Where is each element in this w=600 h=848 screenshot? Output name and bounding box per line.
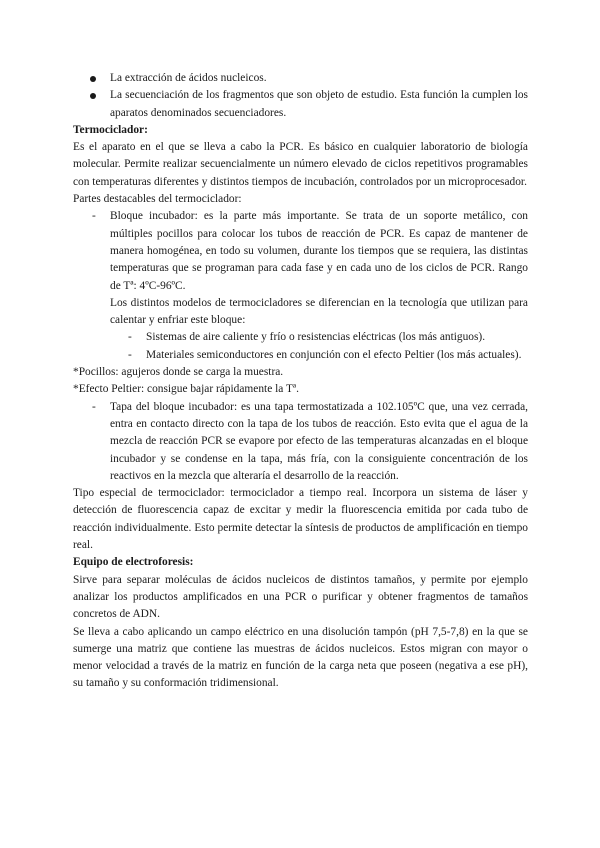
list-item bbox=[73, 87, 528, 122]
sublist-text: Materiales semiconductores en conjunción con el efecto Peltier (los más actuales). bbox=[146, 348, 522, 361]
electroforesis-p2: Se lleva a cabo aplicando un campo eléctrico en una disolución tampón (pH 7,5-7,8) en la que se sumerge una matriz que contiene las muestras de ácidos nucleicos. Estos migran con mayor o menor velocidad a través de la matriz en función de la carga neta que poseen (negativa a ese pH), su tamaño y su conformación tridimensional. bbox=[73, 625, 528, 690]
bullet-text: La extracción de ácidos nucleicos. bbox=[110, 72, 267, 84]
sublist-item bbox=[73, 329, 528, 346]
list-item bbox=[73, 70, 528, 87]
bullet-text: La secuenciación de los fragmentos que son objeto de estudio. Esta función la cumplen los aparatos denominados secuenciadores. bbox=[110, 89, 528, 119]
sublist-text: Sistemas de aire caliente y frío o resistencias eléctricas (los más antiguos). bbox=[146, 331, 486, 344]
electroforesis-p1: Sirve para separar moléculas de ácidos nucleicos de distintos tamaños, y permite por ejemplo analizar los productos amplificados en una PCR o purificar y obtener fragmentos de tamaños concretos de ADN. bbox=[73, 573, 528, 621]
parts-label: Partes destacables del termociclador: bbox=[73, 193, 242, 206]
sublist-item bbox=[73, 347, 528, 364]
page-content bbox=[73, 70, 528, 693]
tapa-text: Tapa del bloque incubador: es una tapa termostatizada a 102.105ºC que, una vez cerrada, entra en contacto directo con la tapa de los tubos de reacción. Esto evita que el agua de la mezcla de reacción PCR se evapore por efecto de las temperaturas alcanzadas en el bloque incubador y se condense en la tapa, más fría, con la consiguiente concentración de los reactivos en la mezcla que alteraría el desarrollo de la reacción. bbox=[110, 400, 528, 482]
dash-marker: - bbox=[92, 210, 96, 223]
section-heading-termociclador: Termociclador: bbox=[73, 123, 148, 136]
bloque-text: Bloque incubador: es la parte más importante. Se trata de un soporte metálico, con múltiples pocillos para colocar los tubos de reacción de PCR. Es capaz de mantener de manera homogénea, en todo su volumen, durante los tiempos que se requiera, las distintas temperaturas que se programan para cada fase y en cada uno de los ciclos de PCR. Rango de Tª: 4ºC-96ºC. bbox=[110, 210, 528, 292]
section-heading-electroforesis: Equipo de electroforesis: bbox=[73, 556, 194, 569]
dash-marker: - bbox=[128, 348, 132, 361]
dash-marker: - bbox=[92, 400, 96, 413]
tiempo-real-paragraph: Tipo especial de termociclador: termociclador a tiempo real. Incorpora un sistema de láser y detección de fluorescencia capaz de excitar y medir la fluorescencia emitida por cada tubo de reacción individualmente. Esto permite detectar la síntesis de productos de amplificación en tiempo real. bbox=[73, 487, 528, 552]
note-pocillos: *Pocillos: agujeros donde se carga la muestra. bbox=[73, 366, 284, 379]
modelos-paragraph: Los distintos modelos de termocicladores se diferencian en la tecnología que utilizan para calentar y enfriar este bloque: bbox=[110, 296, 528, 327]
list-item-tapa bbox=[73, 399, 528, 485]
bullet-icon bbox=[90, 93, 96, 99]
note-peltier: *Efecto Peltier: consigue bajar rápidamente la Tª. bbox=[73, 383, 299, 396]
dash-marker: - bbox=[128, 331, 132, 344]
bullet-icon bbox=[90, 76, 96, 82]
list-item-bloque bbox=[73, 208, 528, 294]
termociclador-intro: Es el aparato en el que se lleva a cabo la PCR. Es básico en cualquier laboratorio de biología molecular. Permite realizar secuencialmente un número elevado de ciclos repetitivos programables con temperaturas diferentes y distintos tiempos de incubación, controlados por un microprocesador. bbox=[73, 141, 528, 188]
